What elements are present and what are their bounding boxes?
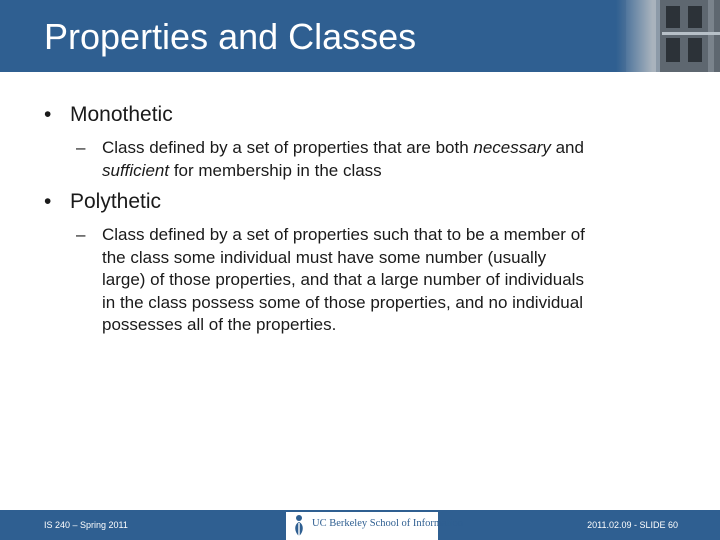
sub-bullet-line: sufficient for membership in the class [102,160,382,180]
sub-bullet-line: Class defined by a set of properties that are both necessary and [102,138,584,157]
footer-logo [286,512,464,540]
bullet-marker: • [44,103,52,126]
bullet-label: Polythetic [70,190,162,213]
emphasis-text: sufficient [102,160,170,180]
emphasis-text: necessary [473,138,551,157]
logo-text: UC Berkeley School of Information [312,518,464,529]
bullet-label: Monothetic [70,103,173,126]
sub-bullet-line: Class defined by a set of properties such that to be a member of [102,225,585,244]
slide-title: Properties and Classes [44,16,417,57]
footer-slide-number: 2011.02.09 - SLIDE 60 [587,520,678,530]
sub-bullet-line: in the class possess some of those properties, and no individual [102,292,583,312]
bullet-marker: • [44,190,52,213]
sub-bullet-line: possesses all of the properties. [102,315,337,334]
sub-bullet-line: the class some individual must have some number (usually [102,247,547,267]
sub-bullet-marker: – [76,225,86,244]
sub-bullet-line: large) of those properties, and that a large number of individuals [102,270,584,289]
berkeley-logo-icon [290,514,308,538]
footer-bar [0,510,720,540]
sub-bullet-marker: – [76,138,86,157]
footer-course-label: IS 240 – Spring 2011 [44,520,128,530]
